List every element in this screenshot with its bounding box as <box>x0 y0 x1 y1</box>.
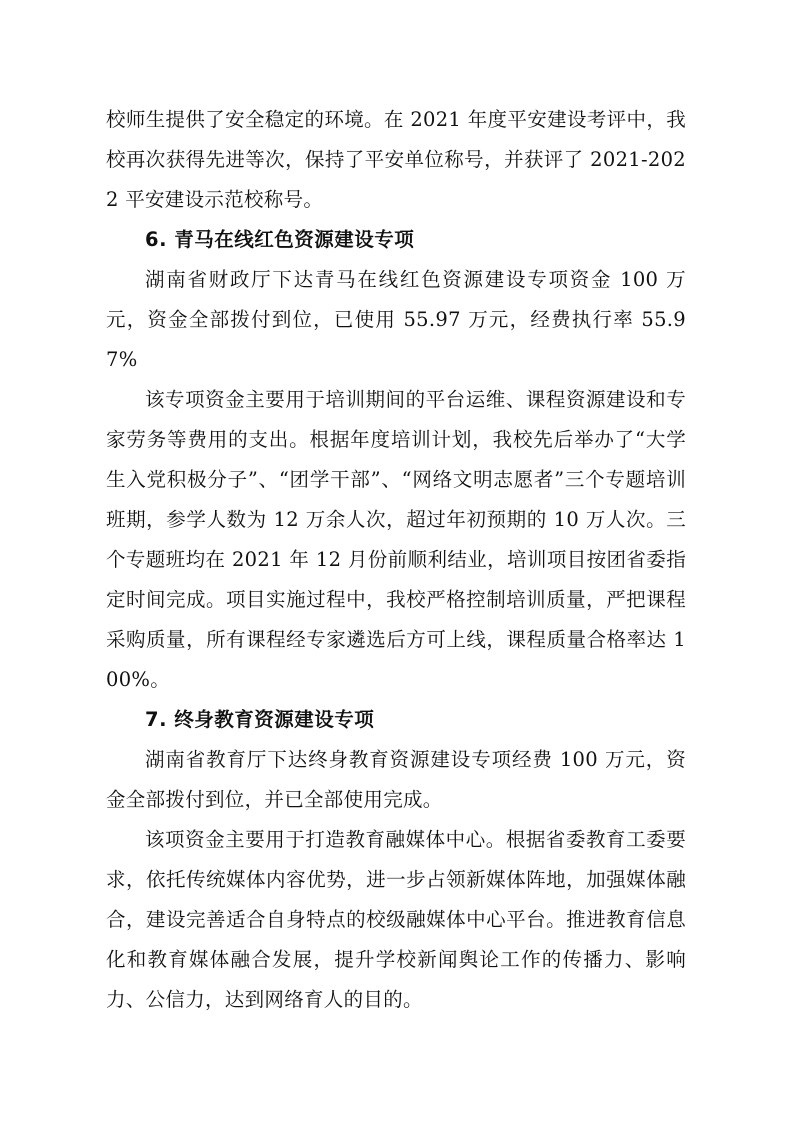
continuation-paragraph: 校师生提供了安全稳定的环境。在 2021 年度平安建设考评中，我校再次获得先进等次，保持了平安单位称号，并获评了 2021-2022 平安建设示范校称号。 <box>106 108 686 211</box>
section-7-heading: 7. 终身教育资源建设专项 <box>145 708 375 731</box>
section-7-paragraph-1: 湖南省教育厅下达终身教育资源建设专项经费 100 万元，资金全部拨付到位，并已全部使用完成。 <box>106 748 686 811</box>
document-page <box>106 100 686 1020</box>
section-6-heading: 6. 青马在线红色资源建设专项 <box>145 228 415 251</box>
section-6-paragraph-2: 该专项资金主要用于培训期间的平台运维、课程资源建设和专家劳务等费用的支出。根据年度培训计划，我校先后举办了“大学生入党积极分子”、“团学干部”、“网络文明志愿者”三个专题培训班期，参学人数为 12 万余人次，超过年初预期的 10 万人次。三个专题班均在 2021 年 12 月份前顺利结业，培训项目按团省委指定时间完成。项目实施过程中，我校严格控制培训质量，严把课程采购质量，所有课程经专家遴选后方可上线，课程质量合格率达 100%。 <box>106 388 686 691</box>
section-6-paragraph-1: 湖南省财政厅下达青马在线红色资源建设专项资金 100 万元，资金全部拨付到位，已使用 55.97 万元，经费执行率 55.97% <box>106 268 686 371</box>
section-7-paragraph-2: 该项资金主要用于打造教育融媒体中心。根据省委教育工委要求，依托传统媒体内容优势，进一步占领新媒体阵地，加强媒体融合，建设完善适合自身特点的校级融媒体中心平台。推进教育信息化和教育媒体融合发展，提升学校新闻舆论工作的传播力、影响力、公信力，达到网络育人的目的。 <box>106 828 686 1011</box>
